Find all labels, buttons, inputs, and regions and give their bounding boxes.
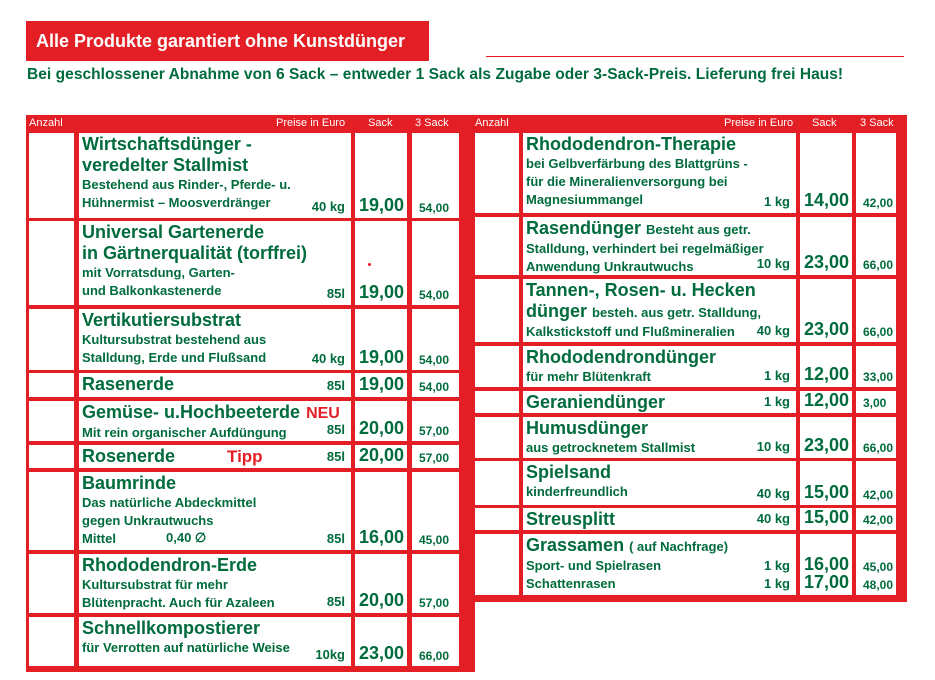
description-line: Sport- und Spielrasen xyxy=(526,558,662,573)
table-row xyxy=(471,279,907,342)
product-name-text: Humusdünger xyxy=(526,418,649,438)
product-name xyxy=(82,473,256,494)
sack-price: 23,00 xyxy=(359,643,405,663)
left-price-table xyxy=(26,115,475,672)
product-amount: 1 kg xyxy=(763,558,790,573)
three-sack-price-cell xyxy=(856,279,896,342)
product-name-text: Grassamen xyxy=(526,535,625,555)
sack-price: 12,00 xyxy=(804,364,850,384)
product-amount: 40 kg xyxy=(756,511,790,526)
product-name xyxy=(526,462,628,483)
sack-price: 14,00 xyxy=(804,190,850,210)
product-name xyxy=(526,347,716,368)
description-line: Blütenpracht. Auch für Azaleen xyxy=(82,595,275,610)
description-line: kinderfreundlich xyxy=(526,484,628,499)
table-row xyxy=(471,508,907,530)
product-cell xyxy=(79,373,351,397)
product-name xyxy=(82,243,307,264)
header-anzahl: Anzahl xyxy=(475,117,509,129)
sack-price-cell xyxy=(355,617,407,666)
three-sack-price-cell xyxy=(856,417,896,458)
red-dot xyxy=(368,263,371,266)
product-text xyxy=(82,402,340,442)
header-anzahl: Anzahl xyxy=(29,117,63,129)
product-description xyxy=(82,264,307,300)
three-sack-price-cell xyxy=(856,346,896,387)
product-name-text: Vertikutiersubstrat xyxy=(82,310,242,330)
description-line: für Verrotten auf natürliche Weise xyxy=(82,640,290,655)
anzahl-cell xyxy=(475,391,519,413)
three-sack-price-cell xyxy=(412,373,459,397)
sack-price-cell xyxy=(800,461,852,505)
description-line: Mit rein organischer Aufdüngung xyxy=(82,425,287,440)
product-name xyxy=(82,402,340,424)
product-description xyxy=(526,368,716,386)
description-line: Magnesiummangel xyxy=(526,192,644,207)
product-name-text: dünger xyxy=(526,301,587,321)
anzahl-cell xyxy=(29,373,74,397)
product-amount: 1 kg xyxy=(763,368,790,383)
product-amount: 85l xyxy=(326,594,345,609)
product-cell xyxy=(523,508,796,530)
anzahl-cell xyxy=(475,417,519,458)
description-line: Bestehend aus Rinder-, Pferde- u. xyxy=(82,177,291,192)
anzahl-cell xyxy=(29,133,74,218)
product-cell xyxy=(79,401,351,441)
sack-price: 20,00 xyxy=(359,418,405,438)
product-text xyxy=(526,347,716,386)
product-description xyxy=(526,557,728,593)
product-name xyxy=(526,535,728,557)
product-name-text: Rhododendron-Erde xyxy=(82,555,257,575)
product-text xyxy=(82,134,291,212)
product-name xyxy=(526,392,665,413)
product-name xyxy=(82,555,275,576)
sack-price: 19,00 xyxy=(359,347,405,367)
product-inline-desc: Besteht aus getr. xyxy=(646,222,751,237)
description-line: gegen Unkrautwuchs xyxy=(82,513,214,528)
three-sack-price: 66,00 xyxy=(419,649,450,663)
table-row xyxy=(471,133,907,213)
three-sack-price-cell xyxy=(412,133,459,218)
table-row xyxy=(471,461,907,505)
anzahl-cell xyxy=(475,534,519,595)
product-name xyxy=(526,301,761,323)
product-name-text: in Gärtnerqualität (torffrei) xyxy=(82,243,308,263)
table-row xyxy=(26,472,475,550)
three-sack-price-cell xyxy=(856,217,896,275)
sack-price: 15,00 xyxy=(804,482,850,502)
product-amount: 85l xyxy=(326,378,345,393)
sack-price-cell xyxy=(355,373,407,397)
product-amount: 1 kg xyxy=(763,194,790,209)
sack-price: 12,00 xyxy=(804,390,850,410)
three-sack-price: 57,00 xyxy=(419,451,450,465)
product-cell xyxy=(79,309,351,370)
header-3sack: 3 Sack xyxy=(860,117,894,129)
product-name-text: Schnellkompostierer xyxy=(82,618,261,638)
product-name xyxy=(82,310,266,331)
sack-price-cell xyxy=(355,445,407,468)
description-line: Das natürliche Abdeckmittel xyxy=(82,495,257,510)
product-name-text: Universal Gartenerde xyxy=(82,222,265,242)
sack-price: 15,00 xyxy=(804,507,850,527)
description-line: Kalkstickstoff und Flußmineralien xyxy=(526,324,735,339)
sack-price-cell xyxy=(800,391,852,413)
three-sack-price: 54,00 xyxy=(419,380,450,394)
product-description xyxy=(526,483,628,501)
anzahl-cell xyxy=(29,472,74,550)
product-amount: 85l xyxy=(326,531,345,546)
three-sack-price: 57,00 xyxy=(419,424,450,438)
three-sack-price-cell xyxy=(412,472,459,550)
product-description xyxy=(526,240,764,276)
three-sack-price: 66,00 xyxy=(863,325,894,339)
product-name-text: Gemüse- u.Hochbeeterde xyxy=(82,402,301,422)
product-name xyxy=(82,222,307,243)
product-text xyxy=(82,618,290,657)
table-row xyxy=(26,617,475,666)
product-cell xyxy=(79,445,351,468)
header-sack: Sack xyxy=(368,117,393,129)
anzahl-cell xyxy=(475,279,519,342)
product-cell xyxy=(523,133,796,213)
product-cell xyxy=(523,217,796,275)
three-sack-price-cell xyxy=(412,617,459,666)
three-sack-price: 54,00 xyxy=(419,353,450,367)
three-sack-price: 66,00 xyxy=(863,441,894,455)
product-name xyxy=(82,618,290,639)
product-amount: 10 kg xyxy=(756,256,790,271)
three-sack-price-cell xyxy=(856,534,896,595)
three-sack-price: 42,00 xyxy=(863,513,894,527)
sack-price-cell xyxy=(800,508,852,530)
product-amount: 1 kg xyxy=(763,394,790,409)
table-row xyxy=(26,373,475,397)
three-sack-price-cell xyxy=(412,221,459,305)
product-name-text: Baumrinde xyxy=(82,473,177,493)
sack-price-cell xyxy=(800,133,852,213)
description-line: Hühnermist – Moosverdränger xyxy=(82,195,271,210)
sack-price: 23,00 xyxy=(804,252,850,272)
table-row xyxy=(26,309,475,370)
product-cell xyxy=(523,417,796,458)
table-header xyxy=(471,115,907,132)
three-sack-price-cell xyxy=(412,445,459,468)
right-price-table xyxy=(471,115,907,602)
sack-price-cell xyxy=(355,309,407,370)
product-text xyxy=(526,535,728,593)
product-name xyxy=(82,134,291,155)
three-sack-price: 3,00 xyxy=(863,396,887,410)
anzahl-cell xyxy=(29,445,74,468)
product-amount: 40 kg xyxy=(311,199,345,214)
table-row xyxy=(26,554,475,613)
mulch-size: 0,40 ∅ xyxy=(166,530,207,545)
table-row xyxy=(471,346,907,387)
product-cell xyxy=(79,133,351,218)
product-amount: 40 kg xyxy=(756,486,790,501)
product-inline-desc: besteh. aus getr. Stalldung, xyxy=(592,305,762,320)
product-name xyxy=(526,418,695,439)
product-name xyxy=(526,218,764,240)
subtitle: Bei geschlossener Abnahme von 6 Sack – entweder 1 Sack als Zugabe oder 3-Sack-Preis. Lieferung frei Haus! xyxy=(27,66,844,83)
three-sack-price: 42,00 xyxy=(863,196,894,210)
product-name-text: Rhododendrondünger xyxy=(526,347,716,367)
product-text xyxy=(526,462,628,501)
table-row xyxy=(26,221,475,305)
product-name xyxy=(82,374,174,395)
anzahl-cell xyxy=(29,617,74,666)
product-cell xyxy=(79,617,351,666)
product-text xyxy=(82,374,174,395)
product-cell xyxy=(523,534,796,595)
table-header xyxy=(26,115,475,132)
product-description xyxy=(82,576,275,612)
sack-price-cell xyxy=(355,221,407,305)
three-sack-price-cell xyxy=(856,391,896,413)
product-cell xyxy=(523,391,796,413)
product-cell xyxy=(523,461,796,505)
product-name xyxy=(526,280,761,301)
product-amount: 85l xyxy=(326,422,345,437)
sack-price-cell xyxy=(355,133,407,218)
description-line: und Balkonkastenerde xyxy=(82,283,222,298)
product-amount: 40 kg xyxy=(756,323,790,338)
product-cell xyxy=(79,554,351,613)
three-sack-price-cell xyxy=(856,508,896,530)
product-amount: 1 kg xyxy=(763,576,790,591)
product-amount: 10 kg xyxy=(756,439,790,454)
product-name xyxy=(526,134,748,155)
anzahl-cell xyxy=(475,346,519,387)
product-amount: 40 kg xyxy=(311,351,345,366)
product-cell xyxy=(523,279,796,342)
product-name-text: Wirtschaftsdünger - xyxy=(82,134,252,154)
description-line: Schattenrasen xyxy=(526,576,616,591)
sack-price: 23,00 xyxy=(804,319,850,339)
anzahl-cell xyxy=(29,401,74,441)
header-preise: Preise in Euro xyxy=(276,117,346,129)
three-sack-price: 57,00 xyxy=(419,596,450,610)
product-description xyxy=(526,439,695,457)
product-cell xyxy=(79,472,351,550)
product-text xyxy=(526,418,695,457)
product-text xyxy=(82,310,266,367)
anzahl-cell xyxy=(29,554,74,613)
product-text xyxy=(526,509,615,530)
new-badge: NEU xyxy=(306,405,340,422)
product-description xyxy=(82,639,290,657)
three-sack-price: 45,00 xyxy=(863,560,894,574)
table-row xyxy=(26,445,475,468)
sack-price-cell xyxy=(800,346,852,387)
product-description xyxy=(82,331,266,367)
three-sack-price: 66,00 xyxy=(863,258,894,272)
product-description xyxy=(82,424,340,442)
description-line: Mittel xyxy=(82,531,116,546)
header-preise: Preise in Euro xyxy=(724,117,794,129)
description-line: für mehr Blütenkraft xyxy=(526,369,651,384)
description-line: für die Mineralienversorgung bei xyxy=(526,174,728,189)
product-name-text: Geraniendünger xyxy=(526,392,666,412)
sack-price-cell xyxy=(800,534,852,595)
product-description xyxy=(82,176,291,212)
product-name-text: Streusplitt xyxy=(526,509,616,529)
three-sack-price-cell xyxy=(412,401,459,441)
description-line: mit Vorratsdung, Garten- xyxy=(82,265,235,280)
description-line: Stalldung, verhindert bei regelmäßiger xyxy=(526,241,764,256)
sack-price-cell xyxy=(800,417,852,458)
table-row xyxy=(471,391,907,413)
description-line: Kultursubstrat für mehr xyxy=(82,577,228,592)
description-line: Anwendung Unkrautwuchs xyxy=(526,259,694,274)
product-name-text: Rasendünger xyxy=(526,218,642,238)
sack-price: 16,00 xyxy=(359,527,405,547)
three-sack-price-cell xyxy=(412,554,459,613)
three-sack-price: 54,00 xyxy=(419,288,450,302)
product-name-text: Rhododendron-Therapie xyxy=(526,134,736,154)
anzahl-cell xyxy=(29,309,74,370)
table-row xyxy=(26,133,475,218)
product-inline-desc: ( auf Nachfrage) xyxy=(629,539,729,554)
anzahl-cell xyxy=(475,133,519,213)
product-text xyxy=(82,555,275,612)
sack-price-cell xyxy=(355,472,407,550)
banner: Alle Produkte garantiert ohne Kunstdünger xyxy=(26,21,429,61)
sack-price-cell xyxy=(355,401,407,441)
sack-price: 17,00 xyxy=(804,572,850,592)
three-sack-price: 54,00 xyxy=(419,201,450,215)
tip-badge: Tipp xyxy=(227,447,263,466)
three-sack-price: 48,00 xyxy=(863,578,894,592)
header-sack: Sack xyxy=(812,117,837,129)
divider-line xyxy=(486,56,904,57)
three-sack-price: 33,00 xyxy=(863,370,894,384)
product-name-text: veredelter Stallmist xyxy=(82,155,249,175)
product-name-text: Rasenerde xyxy=(82,374,175,394)
anzahl-cell xyxy=(475,217,519,275)
product-text xyxy=(82,446,175,467)
sack-price: 19,00 xyxy=(359,282,405,302)
sack-price-cell xyxy=(800,279,852,342)
sack-price-cell xyxy=(800,217,852,275)
sack-price: 20,00 xyxy=(359,590,405,610)
sack-price: 20,00 xyxy=(359,445,405,465)
three-sack-price-cell xyxy=(412,309,459,370)
product-description xyxy=(526,323,761,341)
product-name xyxy=(82,446,175,467)
product-description xyxy=(526,155,748,209)
sack-price: 19,00 xyxy=(359,195,405,215)
anzahl-cell xyxy=(475,461,519,505)
sack-price: 19,00 xyxy=(359,374,405,394)
sack-price-cell xyxy=(355,554,407,613)
description-line: aus getrocknetem Stallmist xyxy=(526,440,696,455)
sack-price: 16,00 xyxy=(804,554,850,574)
anzahl-cell xyxy=(475,508,519,530)
header-3sack: 3 Sack xyxy=(415,117,449,129)
product-text xyxy=(526,134,748,209)
table-row xyxy=(471,534,907,595)
anzahl-cell xyxy=(29,221,74,305)
product-text xyxy=(82,222,307,300)
sack-price: 23,00 xyxy=(804,435,850,455)
product-amount: 85l xyxy=(326,286,345,301)
table-row xyxy=(471,417,907,458)
product-name-text: Tannen-, Rosen- u. Hecken xyxy=(526,280,756,300)
table-row xyxy=(26,401,475,441)
three-sack-price-cell xyxy=(856,133,896,213)
three-sack-price: 42,00 xyxy=(863,488,894,502)
product-name-text: Rosenerde xyxy=(82,446,176,466)
product-text xyxy=(526,392,665,413)
product-amount: 85l xyxy=(326,449,345,464)
product-amount: 10kg xyxy=(315,647,345,662)
product-name-text: Spielsand xyxy=(526,462,612,482)
product-name xyxy=(526,509,615,530)
description-line: Stalldung, Erde und Flußsand xyxy=(82,350,267,365)
product-name xyxy=(82,155,291,176)
three-sack-price: 45,00 xyxy=(419,533,450,547)
three-sack-price-cell xyxy=(856,461,896,505)
product-text xyxy=(526,218,764,276)
description-line: Kultursubstrat bestehend aus xyxy=(82,332,267,347)
product-cell xyxy=(79,221,351,305)
table-row xyxy=(471,217,907,275)
description-line: bei Gelbverfärbung des Blattgrüns - xyxy=(526,156,748,171)
product-text xyxy=(526,280,761,341)
product-cell xyxy=(523,346,796,387)
